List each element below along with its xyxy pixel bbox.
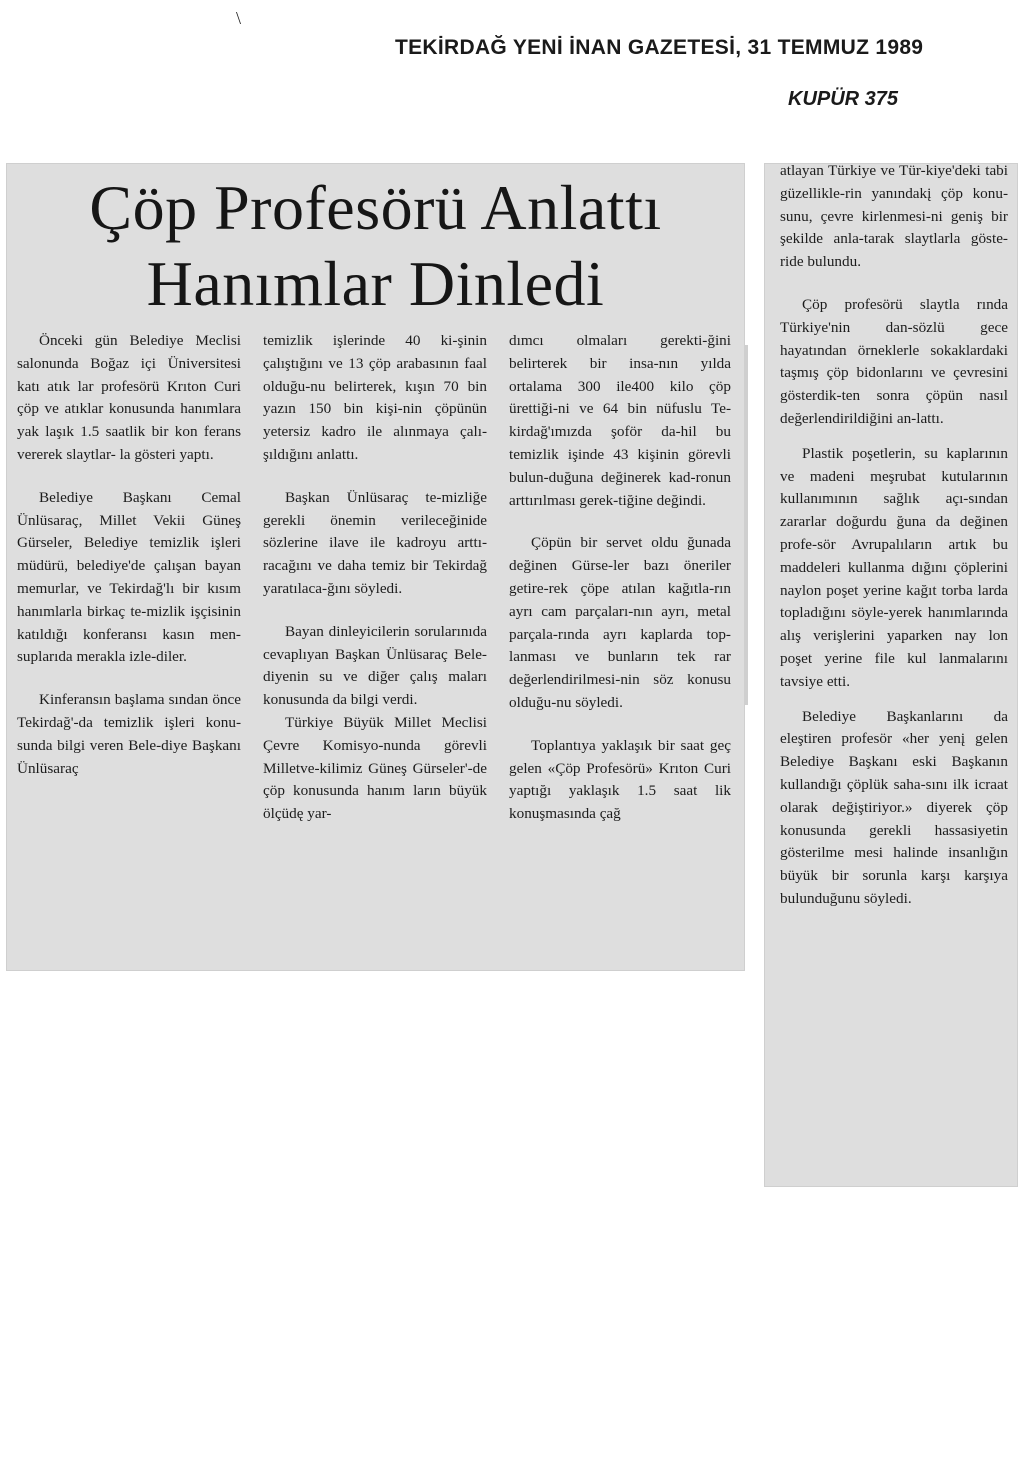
article-column-2	[263, 330, 487, 826]
paragraph: Çöpün bir servet oldu ğunada değinen Gürse-ler bazı öneriler getire-rek çöpe atılan kağıtla-rın ayrı cam parçaları-nın ayrı, metal parçala-rında ayrı kaplarda top-lanması ve bunların tek rar değerlendirilmesi-nin söz konusu olduğu-nu söyledi.	[509, 534, 731, 711]
paragraph: Belediye Başkanlarını da eleştiren profesör «her yenį gelen Belediye Başkanı eski Başkanın kullandığı çöplük saha-sını ilk icraat olarak değiştiriyor.» diyerek çöp konusunda gerekli hassasiyetin gösterilme mesi halinde insanlığın büyük bir sorunla karşı karşıya bulunduğunu söyledi.	[780, 707, 1008, 907]
paragraph: Belediye Başkanı Cemal Ünlüsaraç, Millet Vekii Güneş Gürseler, Belediye temizlik işleri müdürü, belediye'de çalışan bayan memurlar, ve Tekirdağ'lı bir kısım hanımlarla birkaç te-mizlik işçisinin katıldığı konferansı kasın men-suplarıda merakla izle-diler.	[17, 488, 241, 666]
fold-shadow	[745, 345, 748, 705]
paragraph: temizlik işlerinde 40 ki-şinin çalıştığını ve 13 çöp arabasının faal olduğu-nu belirterek, kışın 70 bin yazın 150 bin kişi-nin çöpünün yetersiz kadro ile alınmaya çalı-şıldığını anlattı.	[263, 332, 487, 463]
paragraph: Önceki gün Belediye Meclisi salonunda Boğaz içi Üniversitesi katı atık lar profesörü Krıton Curi çöp ve atıklar konusunda hanımlara yak laşık 1.5 saatlik bir kon ferans vererek slaytlar- la gösteri yaptı.	[17, 332, 241, 463]
clipping-number: KUPÜR 375	[788, 88, 899, 110]
article-column-1	[17, 330, 241, 780]
paragraph: dımcı olmaları gerekti-ğini belirterek bir insa-nın yılda ortalama 300 ile400 kilo çöp ürettiği-ni ve 64 bin nüfuslu Te-kirdağ'ımızda şoför da-hil bu temizlik işinde 43 kişinin görevli bulun-duğuna değinerek kad-ronun arttırılması gerek-tiğine değindi.	[509, 332, 731, 509]
paragraph: Başkan Ünlüsaraç te-mizliğe gerekli önemin verileceğinide sözlerine ilave ile kadroyu arttı-racağını ve daha temiz bir Tekirdağ yaratılaca-ğını söyledi.	[263, 488, 487, 597]
paragraph: Türkiye Büyük Millet Meclisi Çevre Komisyo-nunda görevli Milletve-kilimiz Güneş Gürseler'-de çöp konusunda hanım ların büyük ölçüdę yar-	[263, 713, 487, 823]
paragraph: Toplantıya yaklaşık bir saat geç gelen «Çöp Profesörü» Krıton Curi yaptığı yaklaşık 1.5 saat lik konuşmasında çağ	[509, 736, 731, 823]
article-column-4	[780, 160, 1008, 911]
paragraph: Çöp profesörü slaytla rında Türkiye'nin dan-sözlü gece hayatından örneklerle sokaklardaki taşmış çöp bidonlarını ve çevresini gösterdik-ten sonra çöpün nasıl değerlendirildiğini an-lattı.	[780, 295, 1008, 427]
article-column-3	[509, 330, 731, 826]
article-headline	[6, 170, 745, 322]
paragraph: Plastik poşetlerin, su kaplarının ve madeni meşrubat kutularının kullanımının sağlık açı-sından zararlar doğurdu ğuna da değinen profe-sör Avrupalıların artık bu maddeleri kullanma dığını çöplerini naylon poşet yerine kağıt torba larda topladığını söyle-yerek hanımlarında alış verişlerini yaparken nay lon poşet yerine file kul lanmalarını tavsiye etti.	[780, 444, 1008, 690]
source-line: TEKİRDAĞ YENİ İNAN GAZETESİ, 31 TEMMUZ 1989	[395, 36, 924, 59]
headline-line-1: Çöp Profesörü Anlattı	[89, 172, 662, 243]
paragraph: Bayan dinleyicilerin sorularınıda cevaplıyan Başkan Ünlüsaraç Bele-diyenin su ve diğer çalış maları konusunda da bilgi verdi.	[263, 622, 487, 709]
paragraph: Kinferansın başlama sından önce Tekirdağ'-da temizlik işleri konu-sunda bilgi veren Bele-diye Başkanı Ünlüsaraç	[17, 691, 241, 777]
scan-mark: \	[236, 8, 242, 28]
headline-line-2: Hanımlar Dinledi	[146, 248, 605, 319]
paragraph: atlayan Türkiye ve Tür-kiye'deki tabi güzellikle-rin yanındakį çöp konu-sunu, çevre kirlenmesi-ni geniş bir şekilde anla-tarak slaytlarla göste-ride bulundu.	[780, 162, 1008, 271]
